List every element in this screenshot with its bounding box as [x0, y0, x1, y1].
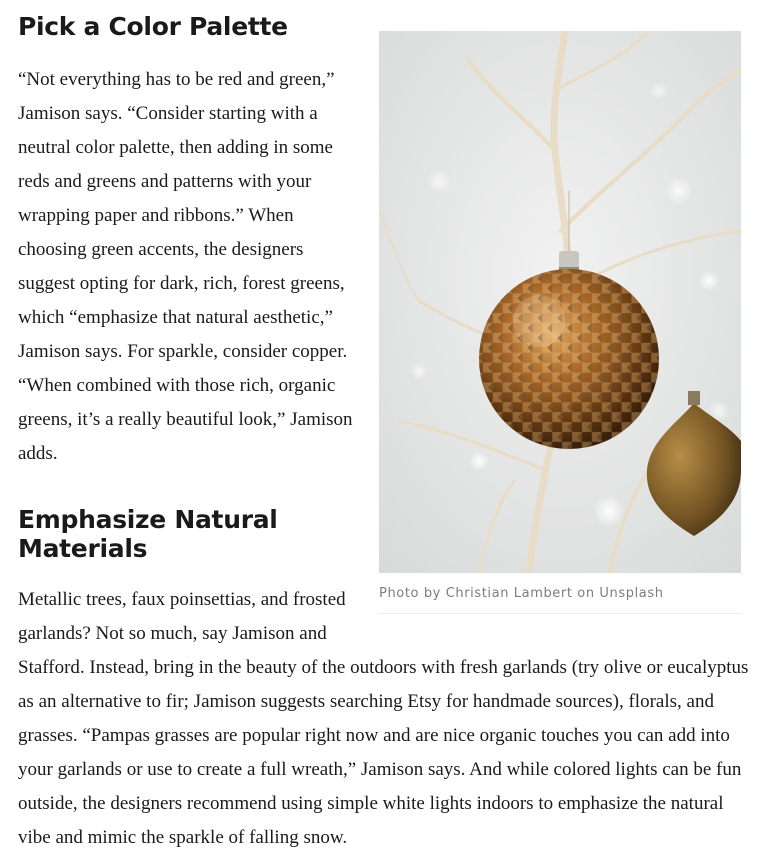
article-figure	[379, 31, 741, 614]
photo-caption: Photo by Christian Lambert on Unsplash	[379, 573, 741, 614]
section-heading-natural-materials: Emphasize Natural Materials	[18, 505, 278, 563]
ornament-illustration	[379, 31, 741, 573]
section-heading-color-palette: Pick a Color Palette	[18, 12, 288, 41]
ornament-photo	[379, 31, 741, 573]
section-paragraph-color-palette: “Not everything has to be red and green,” Jamison says. “Consider starting with a neutral color palette, then adding in some reds and greens and patterns with your wrapping paper and ribbons.” When choosing green accents, the designers suggest opting for dark, rich, forest greens, which “emphasize that natural aesthetic,” Jamison says. For sparkle, consider copper. “When combined with those rich, organic greens, it’s a really beautiful look,” Jamison adds.	[18, 69, 353, 464]
section-paragraph-natural-materials: Metallic trees, faux poinsettias, and frosted garlands? Not so much, say Jamison and Stafford. Instead, bring in the beauty of the outdoors with fresh garlands (try olive or eucalyptus as an alternative to fir; Jamison suggests searching Etsy for handmade sources), florals, and grasses. “Pampas grasses are popular right now and are nice organic touches you can add into your garlands or use to create a full wreath,” Jamison says. And while colored lights can be fun outside, the designers recommend using simple white lights indoors to emphasize the natural vibe and mimic the sparkle of falling snow.	[18, 589, 749, 848]
